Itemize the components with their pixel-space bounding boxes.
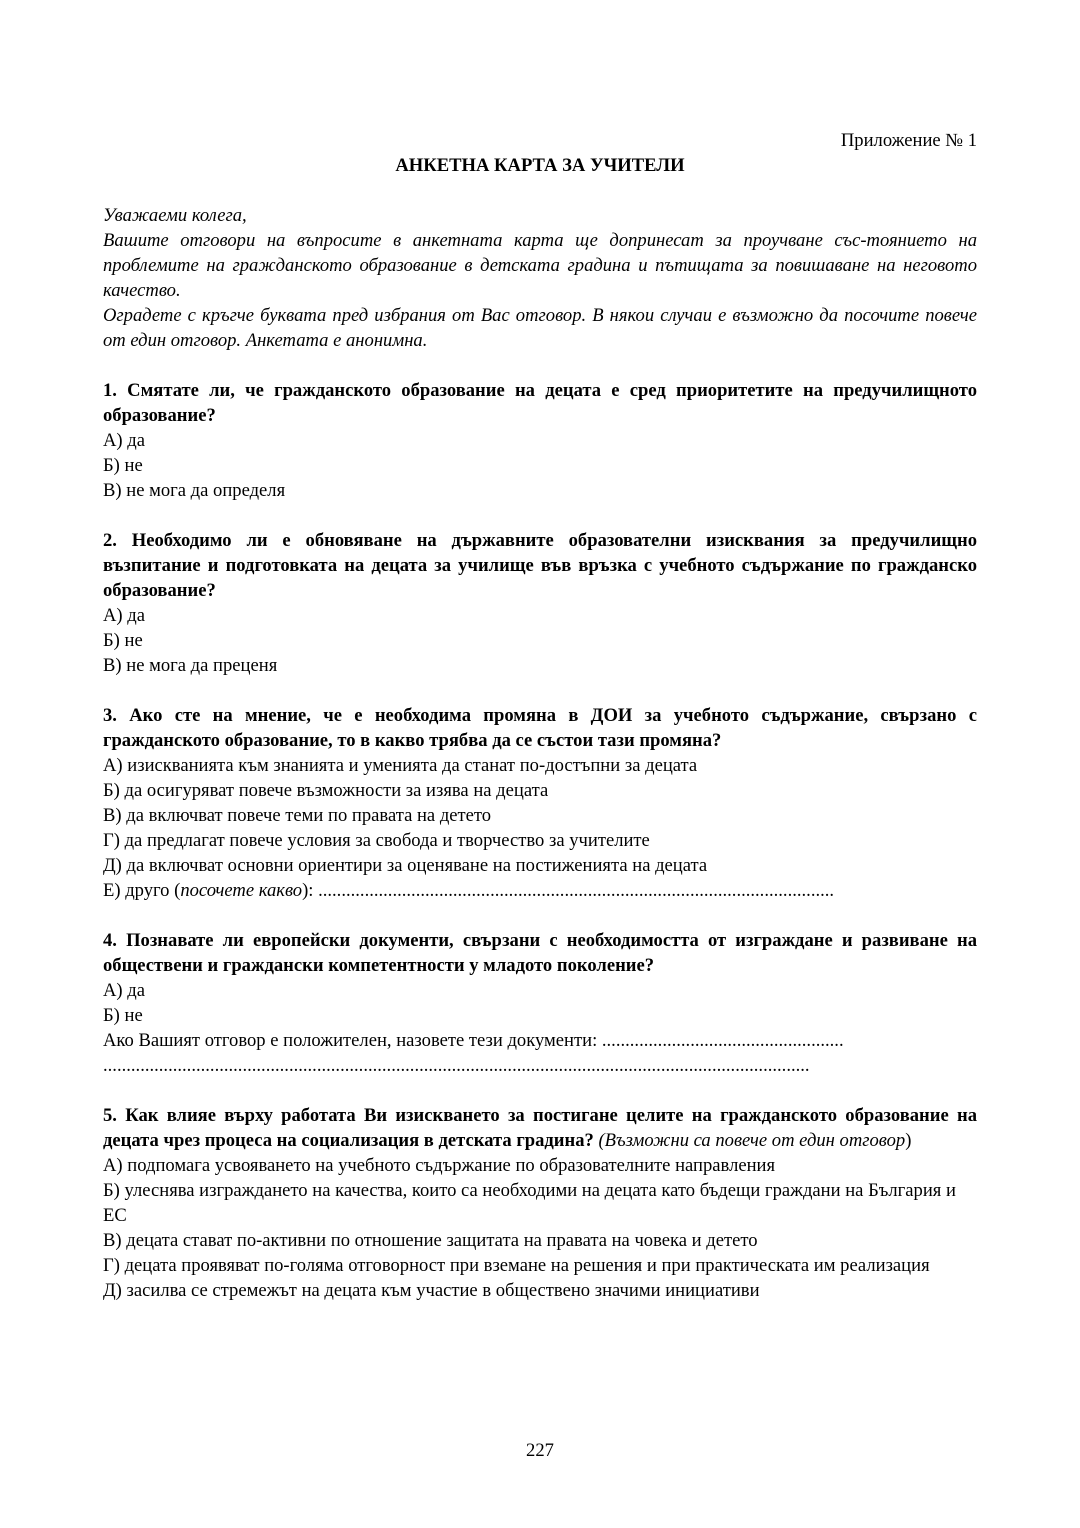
page-number: 227 bbox=[526, 1440, 554, 1461]
question-3 bbox=[103, 703, 977, 903]
page-content bbox=[103, 128, 977, 1303]
followup-text: Ако Вашият отговор е положителен, назовете тези документи: .................................................... bbox=[103, 1030, 844, 1051]
answer-option: В) не мога да определя bbox=[103, 480, 286, 501]
appendix-label: Приложение № 1 bbox=[840, 130, 977, 151]
answer-option: Б) не bbox=[103, 1005, 143, 1026]
question-1 bbox=[103, 378, 977, 503]
question-text: 3. Ако сте на мнение, че е необходима промяна в ДОИ за учебното съдържание, свързано с гражданското образование, то в какво трябва да се състои тази промяна? bbox=[103, 705, 977, 751]
answer-option: Д) да включват основни ориентири за оценяване на постиженията на децата bbox=[103, 855, 708, 876]
answer-option: Г) децата проявяват по-голяма отговорност при вземане на решения и при практическата им реализация bbox=[103, 1255, 930, 1276]
question-text: 4. Познавате ли европейски документи, свързани с необходимостта от изграждане и развиване на обществени и граждански компетентности у младото поколение? bbox=[103, 930, 977, 976]
answer-option: Б) не bbox=[103, 630, 143, 651]
other-prefix: Е) друго ( bbox=[103, 880, 181, 901]
answer-option: В) децата стават по-активни по отношение защитата на правата на човека и детето bbox=[103, 1230, 758, 1251]
answer-option-other bbox=[103, 878, 977, 903]
answer-option: Б) улеснява изграждането на качества, които са необходими на децата като бъдещи граждани на България и ЕС bbox=[103, 1180, 956, 1226]
hint-close: ) bbox=[905, 1130, 912, 1151]
other-hint: посочете какво bbox=[180, 880, 303, 901]
answer-option: Б) не bbox=[103, 455, 143, 476]
greeting: Уважаеми колега, bbox=[103, 205, 247, 226]
page-title: АНКЕТНА КАРТА ЗА УЧИТЕЛИ bbox=[395, 155, 685, 176]
question-text: 1. Смятате ли, че гражданското образование на децата е сред приоритетите на предучилищното образование? bbox=[103, 380, 977, 426]
answer-option: А) да bbox=[103, 605, 145, 626]
other-fill-line: ): ............................................................................................................... bbox=[302, 880, 835, 901]
hint-open: ( bbox=[593, 1130, 605, 1151]
intro-section bbox=[103, 203, 977, 353]
answer-option: А) да bbox=[103, 980, 145, 1001]
answer-option: Д) засилва се стремежът на децата към участие в обществено значими инициативи bbox=[103, 1280, 760, 1301]
answer-option: В) да включват повече теми по правата на детето bbox=[103, 805, 492, 826]
answer-option: Г) да предлагат повече условия за свобода и творчество за учителите bbox=[103, 830, 650, 851]
fill-in-line: ........................................................................................................................................................ bbox=[103, 1055, 810, 1076]
question-5-main: 5. Как влияе върху работата Ви изискването за постигане целите на гражданското образование на децата чрез процеса на социализация в детската градина? bbox=[103, 1105, 977, 1151]
answer-option: В) не мога да преценя bbox=[103, 655, 278, 676]
question-text: 2. Необходимо ли е обновяване на държавните образователни изисквания за предучилищно възпитание и подготовката на децата за училище във връзка с учебното съдържание по гражданско образование? bbox=[103, 530, 977, 601]
question-4 bbox=[103, 928, 977, 1078]
question-text bbox=[103, 1103, 977, 1153]
answer-option: Б) да осигуряват повече възможности за изява на децата bbox=[103, 780, 549, 801]
question-hint: Възможни са повече от един отговор bbox=[604, 1130, 906, 1151]
question-2 bbox=[103, 528, 977, 678]
answer-option: А) изискванията към знанията и уменията да станат по-достъпни за децата bbox=[103, 755, 698, 776]
question-5 bbox=[103, 1103, 977, 1303]
answer-option: А) да bbox=[103, 430, 145, 451]
intro-paragraph-2: Оградете с кръгче буквата пред избрания от Вас отговор. В някои случаи е възможно да посочите повече от един отговор. Анкетата е анонимна. bbox=[103, 305, 977, 351]
intro-paragraph-1: Вашите отговори на въпросите в анкетната карта ще допринесат за проучване със-тоянието на проблемите на гражданското образование в детската градина и пътищата за повишаване на неговото качество. bbox=[103, 230, 977, 301]
answer-option: А) подпомага усвояването на учебното съдържание по образователните направления bbox=[103, 1155, 776, 1176]
